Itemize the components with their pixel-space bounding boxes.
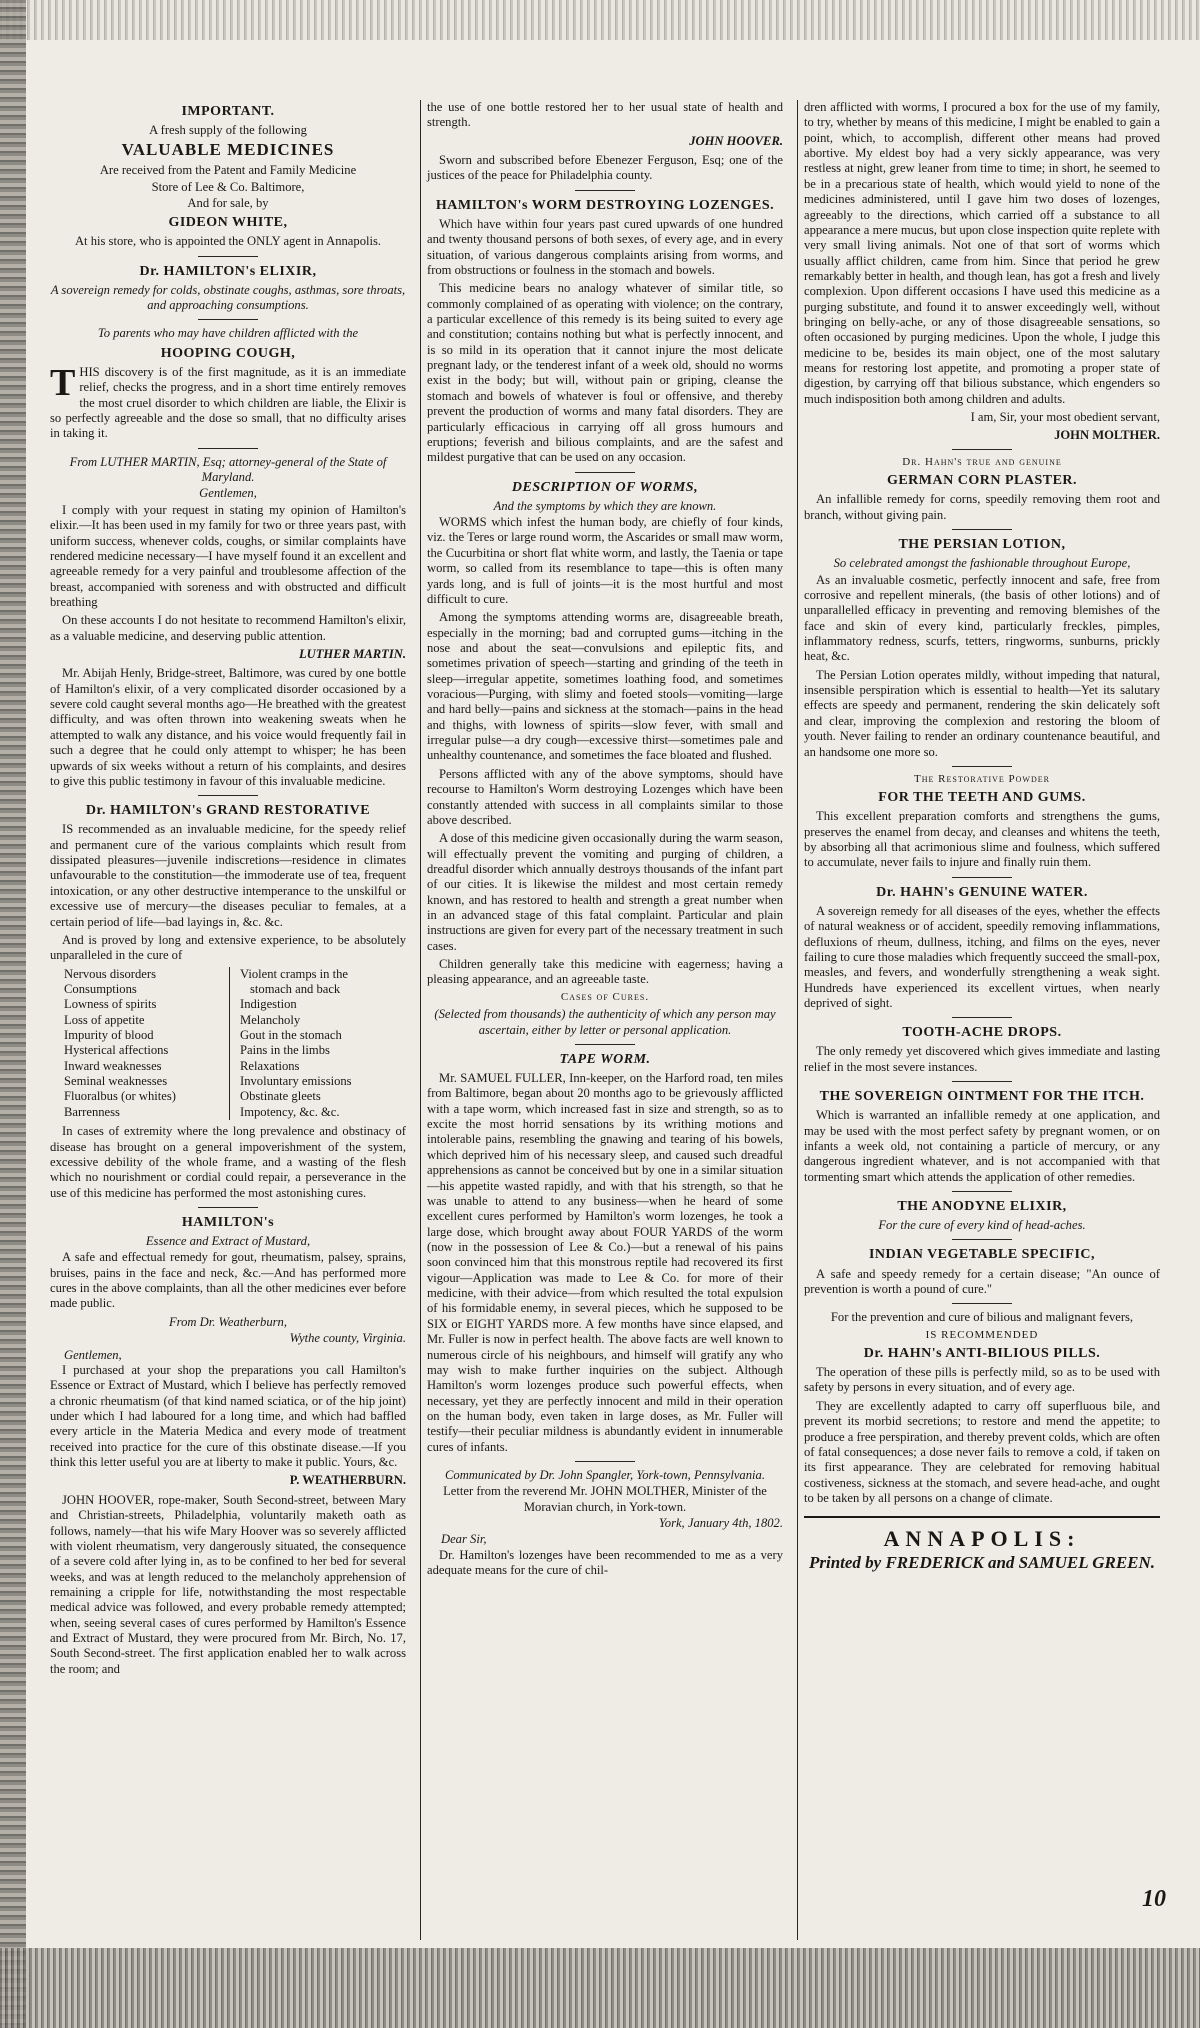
lozenges-title: HAMILTON's WORM DESTROYING LOZENGES.	[435, 197, 775, 213]
divider	[952, 1081, 1012, 1082]
children-text: Children generally take this medicine with eagerness; having a pleasing appearance, and an agreeable taste.	[427, 957, 783, 987]
ailment-item: Lowness of spirits	[64, 997, 157, 1012]
ailment-item: Nervous disorders	[64, 966, 156, 981]
henly-testimony: Mr. Abijah Henly, Bridge-street, Baltimore, was cured by one bottle of Hamilton's elixir, of a very complicated disorder occasioned by a severe cold caught several months ago—He breathed with the greatest difficulty, and was often thrown into weakening sweats when he attempted to walk any distance, and his voice would frequently fail in such a degree that he could only attempt to whisper; he has been upwards of six weeks without a return of his complaints, and desires to give this public testimony in favour of this invaluable medicine.	[50, 666, 406, 788]
persons-afflicted: Persons afflicted with any of the above symptoms, should have recourse to Hamilton's Worm destroying Lozenges which have been constantly attended with success in all complaints similar to those above described.	[427, 766, 783, 827]
received-line: Are received from the Patent and Family Medicine	[99, 163, 357, 178]
toothache-text: The only remedy yet discovered which gives immediate and lasting relief in the most severe instances.	[804, 1044, 1160, 1074]
mustard-text: A safe and effectual remedy for gout, rheumatism, palsey, sprains, bruises, pains in the face and neck, &c.—And has performed more cures in the above complaints, than all the other medicines ever before made public.	[50, 1250, 406, 1311]
powder-small-header: The Restorative Powder	[914, 772, 1050, 785]
store-line: Store of Lee & Co. Baltimore,	[151, 179, 305, 194]
divider	[198, 1207, 258, 1208]
divider	[952, 877, 1012, 878]
bilious-text: For the prevention and cure of bilious and malignant fevers,	[830, 1310, 1134, 1325]
plaster-title: GERMAN CORN PLASTER.	[886, 473, 1078, 489]
ailment-item: Indigestion	[240, 997, 297, 1012]
lotion-text-2: The Persian Lotion operates mildly, without impeding that natural, insensible perspiration which is essential to health—Yet its salutary effects are speedy and permanent, rendering the skin delicately soft and clear, improving the complexion and restoring the bloom of youth. Never failing to render an ordinary countenance beautiful, and an handsome one more so.	[804, 667, 1160, 759]
spangler-line: Communicated by Dr. John Spangler, York-town, Pennsylvania.	[445, 1468, 765, 1483]
pills-text: The operation of these pills is perfectly mild, so as to be used with safety by persons in every situation, and of every age.	[804, 1365, 1160, 1395]
column-3	[797, 100, 1160, 1940]
worms-title: DESCRIPTION OF WORMS,	[511, 479, 699, 495]
molther-letter-head: Letter from the reverend Mr. JOHN MOLTHER, Minister of the Moravian church, in York-town.	[443, 1484, 767, 1514]
restorative-text: IS recommended as an invaluable medicine, for the speedy relief and permanent cure of the various complaints which result from dissipated pleasures—juvenile indiscretions—residence in climates unfavourable to the constitution—the immoderate use of tea, frequent intoxication, or any other destructive intemperance to the unskilful or excessive use of mercury—the diseases peculiar to females, at a certain period of life—bad layings in, &c. &c.	[50, 822, 406, 929]
hoover-continued: the use of one bottle restored her to her usual state of health and strength.	[427, 100, 783, 130]
hooping-cough-title: HOOPING COUGH,	[160, 345, 296, 361]
divider	[952, 1239, 1012, 1240]
restorative-title: Dr. HAMILTON's GRAND RESTORATIVE	[85, 803, 371, 819]
tape-worm-title: TAPE WORM.	[559, 1051, 651, 1067]
elixir-subtitle: A sovereign remedy for colds, obstinate coughs, asthmas, sore throats, and approaching consumptions.	[50, 282, 406, 313]
molther-letter-start: Dr. Hamilton's lozenges have been recommended to me as a very adequate means for the cure of chil-	[427, 1547, 783, 1578]
ailment-item: Loss of appetite	[64, 1012, 145, 1027]
divider	[575, 1461, 635, 1462]
powder-text: This excellent preparation comforts and strengthens the gums, preserves the enamel from decay, and cleanses and whitens the teeth, by absorbing all that acrimonious slime and foulness, which suffered to accumulate, never fails to injure and finally ruin them.	[804, 809, 1160, 870]
ointment-text: Which is warranted an infallible remedy at one application, and may be used with the most perfect safety by pregnant women, or on infants a week old, not containing a particle of mercury, or any dangerous ingredient whatever, and is not accompanied with that tormenting smart which attends the application of other remedies.	[804, 1108, 1160, 1184]
worms-subtitle: And the symptoms by which they are known.	[493, 498, 717, 513]
ailments-list	[64, 967, 406, 1121]
molther-close: I am, Sir, your most obedient servant,	[970, 410, 1160, 425]
ailment-item: Violent cramps in the	[240, 966, 349, 981]
restorative-proved: And is proved by long and extensive experience, to be absolutely unparalleled in the cure of	[50, 932, 406, 963]
cures-subtitle: (Selected from thousands) the authenticity of which any person may ascertain, either by letter or personal application.	[434, 1007, 776, 1037]
pills-title: Dr. HAHN's ANTI-BILIOUS PILLS.	[863, 1346, 1101, 1362]
divider	[952, 529, 1012, 530]
ailment-item: Impotency, &c. &c.	[240, 1104, 340, 1119]
divider	[575, 1044, 635, 1045]
ailment-item: Barrenness	[64, 1104, 120, 1119]
lozenges-text: Which have within four years past cured upwards of one hundred and twenty thousand persons of both sexes, of every age, and in every situation, of various dangerous complaints arising from worms, and from obstructions or foulness in the stomach and bowels.	[427, 216, 783, 277]
ailment-item: Relaxations	[240, 1058, 300, 1073]
molther-letter-continued: dren afflicted with worms, I procured a box for the use of my family, to try, whether by means of this medicine, I might be enabled to gain a point, which, to accomplish, different other means had proved abortive. My eldest boy had a very sickly appearance, was very restless at night, grew leaner from time to time; in short, he seemed to be in a precarious state of health, which would yield to none of the medicines administered, until I gave him two doses of lozenges, agreeably to the directions, which carried off a substance to all appearance a mere mucus, but upon close inspection quite replete with very small living animals. Not one of that sort of worms which usually afflict children, came from him. Since that period he grew remarkably better in health, and though lean, has got a fresh and lively complexion. Upon different occasions I have used this medicine as a purging substitute, and found it to answer exceedingly well, without bringing on belly-ache, or any of those disagreeable sensations, so often occasioned by purging medicines. Upon the whole, I judge this medicine to be, besides its main object, one of the most salutary means for restoring lost appetite, and promoting a proper state of digestion, by carrying off that bilious substance, which engenders so much indisposition both among children and adults.	[804, 100, 1160, 406]
ointment-title: THE SOVEREIGN OINTMENT FOR THE ITCH.	[819, 1089, 1145, 1105]
weatherburn-signature: P. WEATHERBURN.	[289, 1473, 406, 1488]
hoover-signature: JOHN HOOVER.	[689, 133, 783, 148]
hamilton-header: HAMILTON's	[181, 1214, 275, 1230]
lotion-text: As an invaluable cosmetic, perfectly innocent and safe, free from corrosive and repellent minerals, (the basis of other lotions) and of unparallelled efficacy in preventing and removing blemishes of the face and skin of every kind, particularly freckles, pimples, inflammatory redness, scurfs, tetters, ringworms, sunburns, prickly heat, &c.	[804, 572, 1160, 664]
ailment-item: Melancholy	[240, 1012, 301, 1027]
worms-symptoms: Among the symptoms attending worms are, disagreeable breath, especially in the morning; bad and corrupted gums—itching in the nose and about the seat—convulsions and epileptic fits, and sometimes privation of speech—starting and grinding of the teeth in sleep—irregular appetite, sometimes loathing food, and sometimes voracious—Purging, with slimy and foeted stools—vomiting—large and hard belly—pains and sickness at the stomach—pains in the head and thighs, with lowness of spirits—slow fever, with small and irregular pulse—a dry cough—excessive thirst—sometimes pale and unhealthy countenance, and sometimes the face bloated and flushed.	[427, 610, 783, 763]
sworn-statement: Sworn and subscribed before Ebenezer Ferguson, Esq; one of the justices of the peace for Philadelphia county.	[427, 153, 783, 183]
sale-line: And for sale, by	[187, 195, 269, 210]
divider	[198, 256, 258, 257]
advertisement-columns	[50, 100, 1160, 1940]
weatherburn-letter: I purchased at your shop the preparations you call Hamilton's Essence or Extract of Mustard, which I believe has perfectly removed a chronic rheumatism (of that kind named sciatica, or of the hip joint) under which I had laboured for a long time, and which had baffled every article in the Materia Medica and every mode of treatment received into practice for the cure of this obstinate disease.—If you think this letter useful you are at liberty to make it public. Yours, &c.	[50, 1362, 406, 1470]
paper-edge-top	[0, 0, 1200, 40]
powder-title: FOR THE TEETH AND GUMS.	[878, 790, 1086, 806]
ailment-item: Gout in the stomach	[240, 1028, 342, 1043]
paper-edge-bottom	[0, 1948, 1200, 2028]
gentlemen-salutation: Gentlemen,	[199, 486, 257, 501]
dear-sir: Dear Sir,	[441, 1532, 487, 1547]
supply-line: A fresh supply of the following	[149, 123, 307, 138]
agent-line: At his store, who is appointed the ONLY agent in Annapolis.	[74, 234, 382, 249]
drop-cap: T	[50, 361, 76, 404]
lotion-title: THE PERSIAN LOTION,	[898, 537, 1066, 553]
martin-letter: I comply with your request in stating my opinion of Hamilton's elixir.—It has been used in my family for two or three years past, with uniform success, whenever colds, coughs, or similar complaints have rendered medicine necessary—I have myself found it an excellent and agreeable remedy for a very painful and troublesome affection of the breast, accompanied with soreness and with obstructed and difficult breathing	[50, 502, 406, 609]
anodyne-text: For the cure of every kind of head-aches.	[878, 1218, 1086, 1233]
restorative-extremity: In cases of extremity where the long prevalence and obstinacy of disease has brought on a general impoverishment of the system, excessive debility of the whole frame, and a wasting of the flesh which no nourishment or cordial could repair, a perseverance in the use of this medicine has performed the most astonishing cures.	[50, 1124, 406, 1200]
elixir-title: Dr. HAMILTON's ELIXIR,	[139, 263, 317, 279]
divider	[952, 1017, 1012, 1018]
discovery-paragraph	[50, 361, 406, 442]
water-text: A sovereign remedy for all diseases of the eyes, whether the effects of natural weakness or of accident, speedily removing inflammations, defluxions of rheum, dullness, itching, and films on the eyes, never failing to cure those maladies which frequently succeed the small-pox, measles, and fevers, and wonderfully strengthening a weak sight. Hundreds have experienced its excellent virtues, when nearly deprived of sight.	[804, 903, 1160, 1011]
lotion-subtitle: So celebrated amongst the fashionable throughout Europe,	[833, 556, 1131, 571]
divider	[952, 449, 1012, 450]
plaster-text: An infallible remedy for corns, speedily removing them root and branch, without giving pain.	[804, 492, 1160, 522]
ailment-item: Hysterical affections	[64, 1043, 169, 1058]
ailment-item: Fluoralbus (or whites)	[64, 1089, 176, 1104]
page-number: 10	[1142, 1886, 1166, 1912]
paper-edge-left	[0, 0, 26, 2028]
important-header: IMPORTANT.	[181, 104, 275, 119]
ailment-item: Inward weaknesses	[64, 1058, 162, 1073]
medicines-title: VALUABLE MEDICINES	[121, 140, 335, 160]
pills-text-2: They are excellently adapted to carry off superfluous bile, and prevent its morbid secretions; to restore and mend the appetite; to produce a free perspiration, and thereby prevent colds, which are often of fatal consequences; a dose never fails to remove a cold, if taken on its first appearance. They are celebrated for removing habitual costiveness, sickness at the stomach, and severe head-ache, and ought to be taken by all persons on a change of climate.	[804, 1398, 1160, 1505]
fuller-testimony: Mr. SAMUEL FULLER, Inn-keeper, on the Harford road, ten miles from Baltimore, began about 20 months ago to be grievously afflicted with a tape worm, which increased fast in size and strength, so as to excite the most horrid sensations by its writhing motions and intolerable pains, resembling the gnawing and tearing of his bowels, which deprived him of his necessary sleep, and caused such dreadful apprehensions as cannot be conceived but by one in a similar situation—his appetite wasted rapidly, and with that his strength, so that he was unable to attend to any business—when he heard of some excellent cures performed by Hamilton's worm lozenges, he took a large dose, which brought away about FOUR YARDS of the worm (now in the possession of Lee & Co.)—but a renewal of his pains soon convinced him that this monstrous reptile had recovered its first vigour—Application was made to Lee & Co. for more of their medicine, with their advice—from which resulted the total expulsion of his formidable enemy, in several pieces, which he supposed to be SIX or EIGHT YARDS more. A few months have since elapsed, and Mr. Fuller is now in perfect health. The above facts are well known to numerous circle of his neighbours, and himself will gratify any who may wish to make further inquiries on the subject. Although Hamilton's worm lozenges produce such powerful effects, when necessary, yet they are perfectly innocent and mild in their operation on the human body, even taken in large doses, as Mr. Fuller will testify—their peculiar mildness is abundantly evident in innumerable cures of infants.	[427, 1071, 783, 1454]
indian-title: INDIAN VEGETABLE SPECIFIC,	[868, 1247, 1096, 1263]
divider	[575, 472, 635, 473]
martin-signature: LUTHER MARTIN.	[298, 647, 406, 662]
divider	[198, 319, 258, 320]
gentlemen-salutation-2: Gentlemen,	[64, 1347, 122, 1362]
toothache-title: TOOTH-ACHE DROPS.	[902, 1025, 1062, 1041]
hoover-affidavit: JOHN HOOVER, rope-maker, South Second-street, between Mary and Christian-streets, Philadelphia, voluntarily maketh oath as follows, namely—that his wife Mary Hoover was so severely afflicted with violent rheumatism, very dangerously situated, the consequence of a severe cold after lying in, as to be confined to her bed for several weeks, and was at length reduced to the melancholy apprehension of remaining a cripple for life, notwithstanding the most respectable medical advice was followed, and every probable remedy attempted; when, seeing several cases of cures performed by Hamilton's Essence and Extract of Mustard, they were procured from Mr. Birch, No. 17, South Second-street. The first application enabled her to walk across the room; and	[50, 1492, 406, 1676]
ailment-item: Involuntary emissions	[240, 1074, 352, 1089]
parents-line: To parents who may have children afflicted with the	[97, 326, 359, 341]
ailments-right	[240, 967, 406, 1121]
column-2	[420, 100, 783, 1940]
colophon-printer: Printed by FREDERICK and SAMUEL GREEN.	[808, 1553, 1156, 1573]
mustard-title: Essence and Extract of Mustard,	[145, 1234, 311, 1249]
cures-title: Cases of Cures.	[560, 990, 650, 1003]
martin-letter-2: On these accounts I do not hesitate to recommend Hamilton's elixir, as a valuable medicine, and deserving public attention.	[50, 613, 406, 643]
weatherburn-from: From Dr. Weatherburn,	[168, 1314, 287, 1329]
martin-from: From LUTHER MARTIN, Esq; attorney-general of the State of Maryland.	[69, 454, 387, 485]
divider	[952, 766, 1012, 767]
colophon-city: ANNAPOLIS:	[883, 1526, 1081, 1552]
lozenges-text-2: This medicine bears no analogy whatever of similar title, so commonly complained of as operating with violence; on the contrary, a particular excellence of this remedy is its being suited to every age and constitution; contains nothing but what is perfectly innocent, and is so mild in its operation that it cannot injure the most delicate pregnant lady, or the tenderest infant of a week old, should no worms exist in the body; but will, without pain or griping, cleanse the stomach and bowels of whatever is foul or offensive, and thereby prevent the production of worms and many fatal disorders. They are particularly efficacious in carrying off all gross humours and eruptions; feverish and bilious complaints, and are the safest and mildest purgative that can be used on any occasion.	[427, 281, 783, 465]
weatherburn-place: Wythe county, Virginia.	[289, 1331, 406, 1346]
column-1	[50, 100, 406, 1940]
agent-name: GIDEON WHITE,	[168, 215, 288, 231]
dose-text: A dose of this medicine given occasionally during the warm season, will effectually prevent the vomiting and purging of children, a dreadful disorder which annually destroys thousands of the infant part of our cities. It is likewise the mildest and most certain remedy known, and has restored to health and strength a great number when in an advanced stage of this fatal complaint. Particular and plain instructions are given for every part of the necessary treatment in such cases.	[427, 831, 783, 953]
molther-signature: JOHN MOLTHER.	[1054, 427, 1160, 442]
molther-date: York, January 4th, 1802.	[658, 1516, 783, 1531]
divider	[952, 1191, 1012, 1192]
divider	[198, 448, 258, 449]
ailment-item: Impurity of blood	[64, 1028, 154, 1043]
ailment-item: Seminal weaknesses	[64, 1074, 168, 1089]
water-title: Dr. HAHN's GENUINE WATER.	[876, 884, 1088, 900]
ailments-left	[64, 967, 230, 1121]
ailment-item: Consumptions	[64, 981, 137, 996]
discovery-text: HIS discovery is of the first magnitude, as it is an immediate relief, checks the progress, and in a short time entirely removes the most cruel disorder to which children are liable, the Elixir is so perfectly agreeable and the dose so small, that no difficulty arises in taking it.	[50, 364, 406, 441]
divider	[575, 190, 635, 191]
colophon	[804, 1516, 1160, 1574]
worms-description: WORMS which infest the human body, are chiefly of four kinds, viz. the Teres or large round worm, the Ascarides or small maw worm, the Cucurbitina or short flat white worm, and lastly, the Taenia or tape worm, so called from its resemblance to tape—this is often many yards long, and is full of joints—it is the most hurtful and most difficult to cure.	[427, 515, 783, 606]
recommended-line: IS RECOMMENDED	[925, 1328, 1039, 1341]
plaster-small-header: Dr. Hahn's true and genuine	[902, 455, 1062, 468]
divider	[198, 795, 258, 796]
divider	[952, 1303, 1012, 1304]
anodyne-title: THE ANODYNE ELIXIR,	[897, 1199, 1067, 1215]
indian-text: A safe and speedy remedy for a certain disease; "An ounce of prevention is worth a pound of cure."	[804, 1266, 1160, 1296]
ailment-item: Obstinate gleets	[240, 1089, 321, 1104]
ailment-item: stomach and back	[250, 981, 341, 996]
ailment-item: Pains in the limbs	[240, 1043, 330, 1058]
